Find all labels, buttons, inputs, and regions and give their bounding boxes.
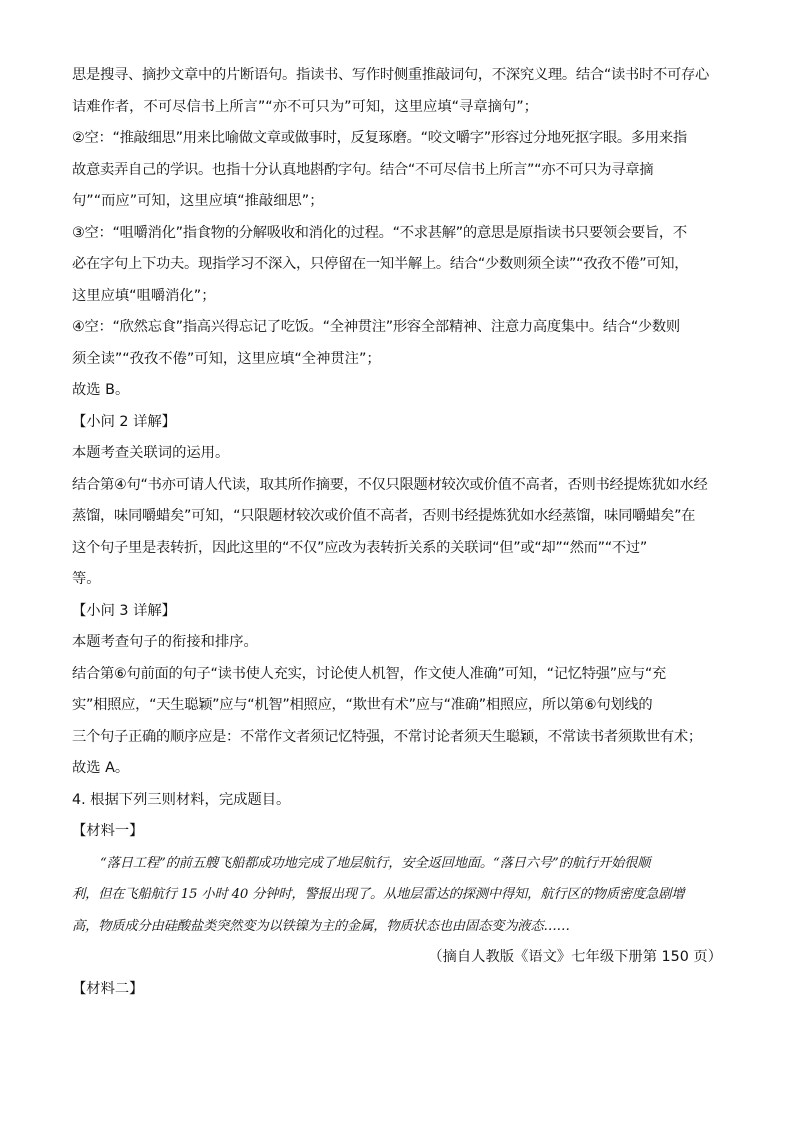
text-line: 故意卖弄自己的学识。也指十分认真地斟酌字句。结合“不可尽信书上所言”“亦不可只为寻章摘 — [72, 161, 654, 178]
section-heading: 【小问 3 详解】 — [72, 602, 176, 619]
material-one-quote — [72, 848, 722, 943]
text-line: ④空：“欣然忘食”指高兴得忘记了吃饭。“全神贯注”形容全部精神、注意力高度集中。结合“少数则 — [72, 319, 680, 335]
document-page — [72, 60, 722, 1005]
text-line: 故选 A。 — [72, 760, 130, 776]
text-line: ②空：“推敲细思”用来比喻做文章或做事时，反复琢磨。“咬文嚼字”形容过分地死抠字眼。多用来指 — [72, 130, 687, 146]
text-line: 本题考查关联词的运用。 — [72, 445, 230, 461]
text-line: 须全读”“孜孜不倦”可知，这里应填“全神贯注”； — [72, 350, 381, 367]
quote-line: “落日工程”的前五艘飞船都成功地完成了地层航行，安全返回地面。“落日六号”的航行开始很顺 — [100, 855, 651, 871]
text-line: ③空：“咀嚼消化”指食物的分解吸收和消化的过程。“不求甚解”的意思是原指读书只要领会要旨，不 — [72, 224, 687, 241]
quote-line: 利，但在飞船航行 15 小时 40 分钟时，警报出现了。从地层雷达的探测中得知，航行区的物质密度急剧增 — [72, 887, 685, 902]
quote-line: 高，物质成分由硅酸盐类突然变为以铁镍为主的金属，物质状态也由固态变为液态…… — [72, 918, 570, 934]
source-citation: （摘自人教版《语文》七年级下册第 150 页） — [428, 949, 722, 965]
text-line: 实”相照应，“天生聪颖”应与“机智”相照应，“欺世有术”应与“准确”相照应，所以第⑥句划线的 — [72, 697, 653, 713]
question-heading: 4. 根据下列三则材料，完成题目。 — [72, 791, 291, 808]
text-line: 结合第④句“书亦可请人代读，取其所作摘要，不仅只限题材较次或价值不高者，否则书经提炼犹如水经 — [72, 476, 708, 493]
text-line: 必在字句上下功夫。现指学习不深入，只停留在一知半解上。结合“少数则须全读”“孜孜不倦”可知， — [72, 256, 689, 272]
text-line: 故选 B。 — [72, 382, 130, 398]
section-heading: 【小问 2 详解】 — [72, 413, 176, 430]
text-line: 三个句子正确的顺序应是：不常作文者须记忆特强，不常讨论者须天生聪颖，不常读书者须欺世有术； — [72, 728, 702, 745]
material-heading: 【材料一】 — [72, 823, 144, 839]
text-line: 这里应填“咀嚼消化”； — [72, 287, 216, 304]
text-line: 这个句子里是表转折，因此这里的“不仅”应改为表转折关系的关联词“但”或“却”“然而”“不过” — [72, 539, 647, 556]
material-heading: 【材料二】 — [72, 980, 144, 997]
text-line: 本题考查句子的衔接和排序。 — [72, 634, 258, 650]
text-line: 思是搜寻、摘抄文章中的片断语句。指读书、写作时侧重推敲词句，不深究义理。结合“读书时不可存心 — [72, 67, 709, 83]
text-line: 句”“而应”可知，这里应填“推敲细思”； — [72, 193, 324, 209]
text-line: 结合第⑥句前面的句子“读书使人充实，讨论使人机智，作文使人准确”可知，“记忆特强”应与“充 — [72, 665, 666, 682]
text-line: 诘难作者，不可尽信书上所言”“亦不可只为”可知，这里应填“寻章摘句”； — [72, 98, 538, 115]
text-line: 等。 — [72, 571, 101, 587]
text-line: 蒸馏，味同嚼蜡矣”可知，“只限题材较次或价值不高者，否则书经提炼犹如水经蒸馏，味同嚼蜡矣”在 — [72, 508, 696, 524]
